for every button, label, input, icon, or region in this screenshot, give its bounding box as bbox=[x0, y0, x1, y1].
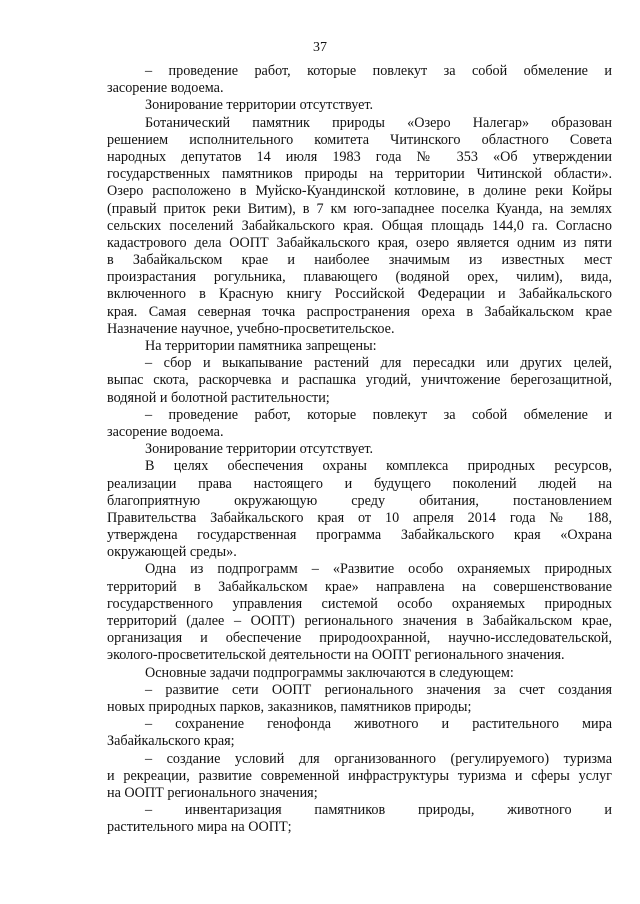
text-line: включенного в Красную книгу Российской Федерации и Забайкальского bbox=[107, 286, 612, 303]
text-line: и рекреации, развитие современной инфраструктуры туризма и сферы услуг bbox=[107, 767, 612, 784]
text-line: решением исполнительного комитета Читинского областного Совета bbox=[107, 131, 612, 148]
text-line: окружающей среды». bbox=[107, 544, 237, 561]
list-item-line: – сохранение генофонда животного и растительного мира bbox=[145, 716, 612, 733]
text-line: народных депутатов 14 июля 1983 года № 353 «Об утверждении bbox=[107, 148, 612, 165]
text-line: водяной и болотной растительности; bbox=[107, 389, 330, 406]
text-line: новых природных парков, заказников, памятников природы; bbox=[107, 698, 472, 715]
paragraph-line: Зонирование территории отсутствует. bbox=[145, 97, 374, 114]
text-line: Правительства Забайкальского края от 10 апреля 2014 года № 188, bbox=[107, 509, 612, 526]
paragraph-line: Основные задачи подпрограммы заключаются в следующем: bbox=[145, 664, 514, 681]
text-line: в Забайкальском крае и наиболее значимым из известных мест bbox=[107, 252, 612, 269]
text-line: реализации права настоящего и будущего поколений людей на bbox=[107, 475, 612, 492]
text-line: Озеро расположено в Муйско-Куандинской котловине, в долине реки Койры bbox=[107, 183, 612, 200]
text-line: организация и обеспечение природоохранной, научно-исследовательской, bbox=[107, 630, 612, 647]
list-item-line: – инвентаризация памятников природы, животного и bbox=[145, 802, 612, 819]
list-item-line: – развитие сети ООПТ регионального значения за счет создания bbox=[145, 681, 612, 698]
paragraph-line: Ботанический памятник природы «Озеро Налегар» образован bbox=[145, 114, 612, 131]
text-line: Забайкальского края; bbox=[107, 733, 235, 750]
text-line: засорение водоема. bbox=[107, 423, 224, 440]
list-item-line: – создание условий для организованного (регулируемого) туризма bbox=[145, 750, 612, 767]
text-line: благоприятную окружающую среду обитания, постановлением bbox=[107, 492, 612, 509]
text-line: территорий в Забайкальском крае» направлена на совершенствование bbox=[107, 578, 612, 595]
text-line: утверждена государственная программа Забайкальского края «Охрана bbox=[107, 527, 612, 544]
text-line: (правый приток реки Витим), в 7 км юго-западнее поселка Куанда, на землях bbox=[107, 200, 612, 217]
list-item-line: – проведение работ, которые повлекут за собой обмеление и bbox=[145, 406, 612, 423]
text-line: государственного управления системой особо охраняемых природных bbox=[107, 595, 612, 612]
text-line: кадастрового дела ООПТ Забайкальского края, озеро является одним из пяти bbox=[107, 234, 612, 251]
text-line: эколого-просветительской деятельности на ООПТ регионального значения. bbox=[107, 647, 565, 664]
paragraph-line: На территории памятника запрещены: bbox=[145, 338, 377, 354]
paragraph-line: Зонирование территории отсутствует. bbox=[145, 441, 374, 458]
text-line: территорий (далее – ООПТ) регионального значения в Забайкальском крае, bbox=[107, 613, 612, 629]
text-line: засорение водоема. bbox=[107, 80, 224, 97]
text-line: сельских поселений Забайкальского края. Общая площадь 144,0 га. Согласно bbox=[107, 217, 612, 234]
text-line: края. Самая северная точка распространения ореха в Забайкальском крае bbox=[107, 303, 612, 320]
text-line: растительного мира на ООПТ; bbox=[107, 819, 292, 836]
text-line: выпас скота, раскорчевка и распашка угодий, уничтожение берегозащитной, bbox=[107, 372, 612, 389]
text-line: произрастания рогульника, плавающего (водяной орех, чилим), вида, bbox=[107, 269, 612, 286]
text-line: на ООПТ регионального значения; bbox=[107, 784, 318, 801]
text-line: Назначение научное, учебно-просветительское. bbox=[107, 320, 395, 337]
paragraph-line: В целях обеспечения охраны комплекса природных ресурсов, bbox=[145, 458, 612, 475]
paragraph-line: Одна из подпрограмм – «Развитие особо охраняемых природных bbox=[145, 561, 612, 578]
list-item-line: – проведение работ, которые повлекут за собой обмеление и bbox=[145, 63, 612, 79]
page-number: 37 bbox=[313, 40, 327, 55]
body-text bbox=[107, 63, 612, 836]
text-line: государственных памятников природы на территории Читинской области». bbox=[107, 166, 612, 183]
list-item-line: – сбор и выкапывание растений для пересадки или других целей, bbox=[145, 355, 612, 372]
